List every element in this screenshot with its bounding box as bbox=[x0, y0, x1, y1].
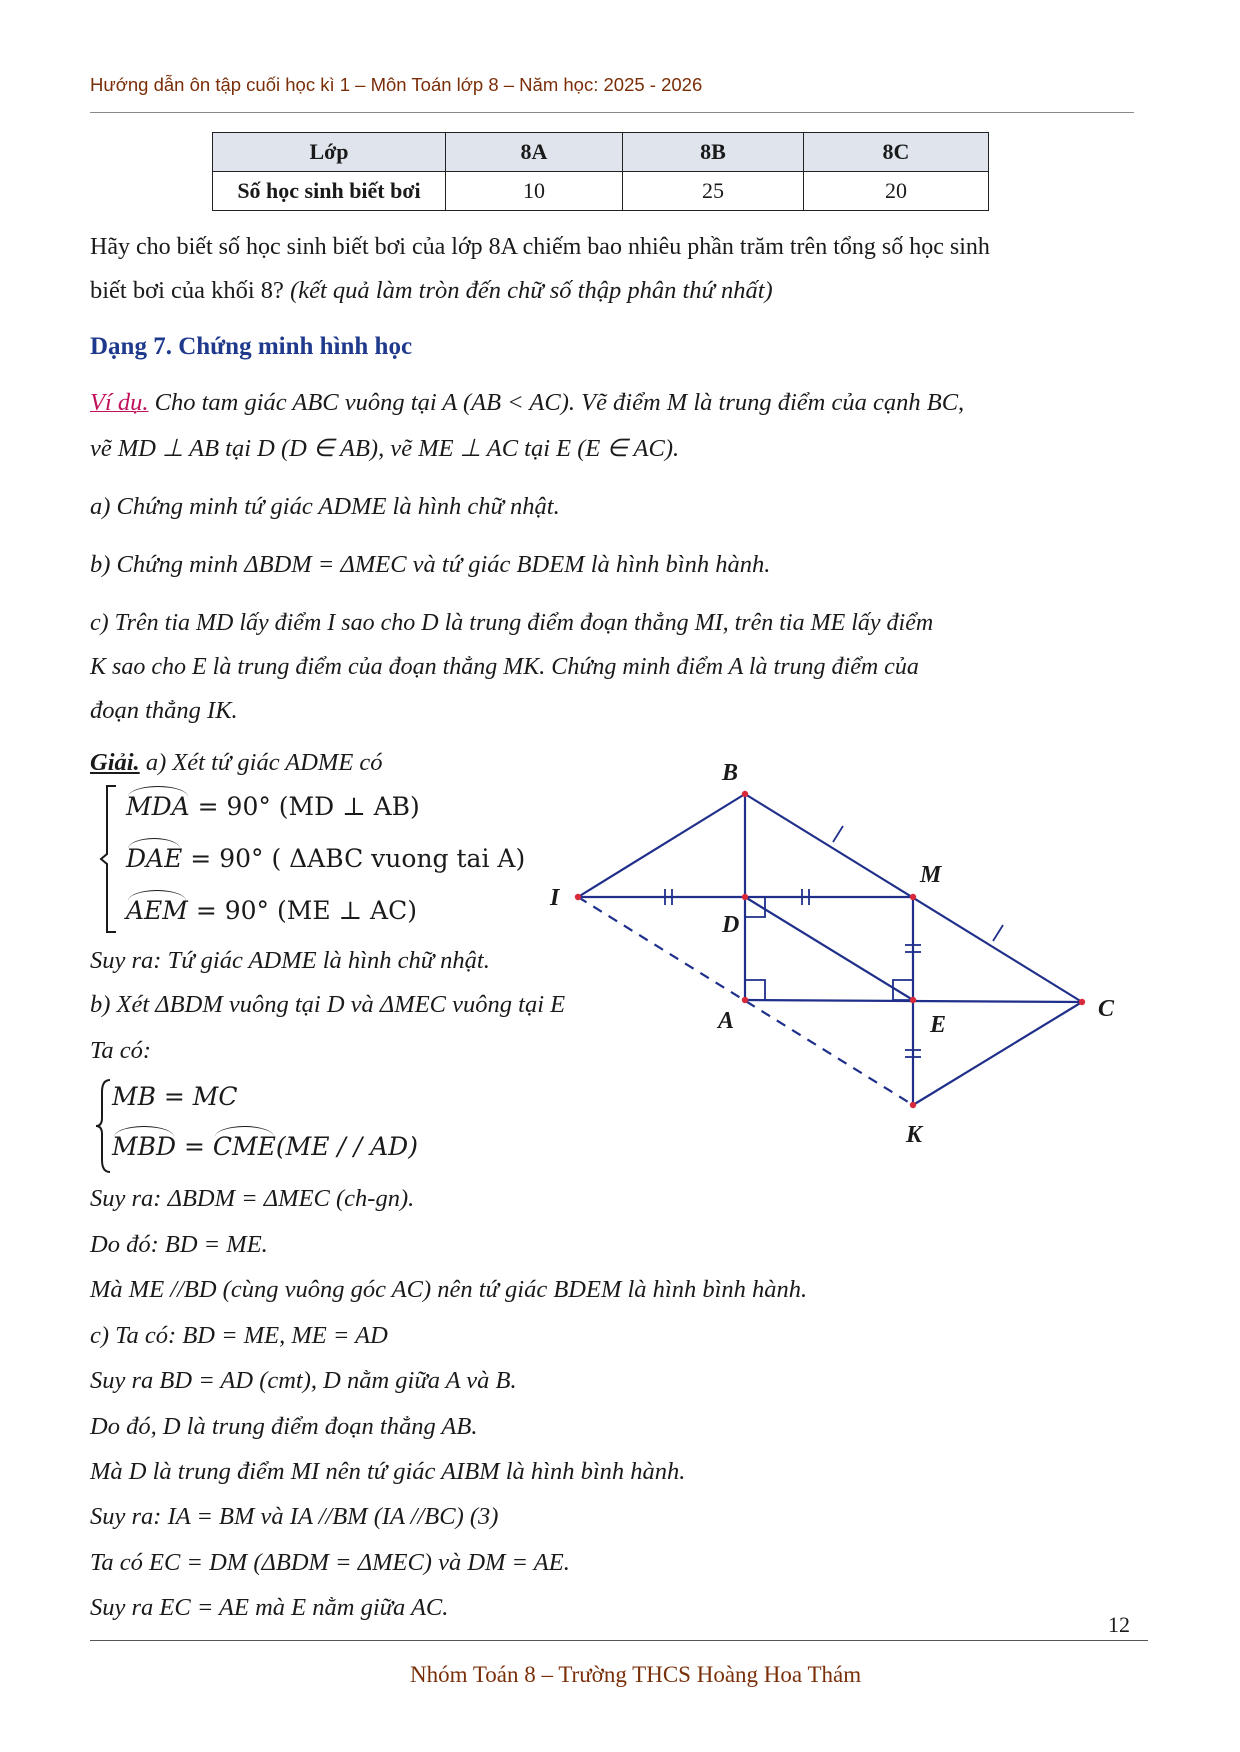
page-header-title: Hướng dẫn ôn tập cuối học kì 1 – Môn Toán lớp 8 – Năm học: 2025 - 2026 bbox=[90, 74, 703, 95]
angle-dae: DAE bbox=[126, 844, 183, 873]
solution-line: Suy ra EC = AE mà E nằm giữa AC. bbox=[90, 1594, 449, 1621]
solution-line: Suy ra: IA = BM và IA //BM (IA //BC) (3) bbox=[90, 1503, 499, 1530]
footer-rule bbox=[90, 1640, 1148, 1641]
segment-bi bbox=[578, 794, 745, 897]
solution-line: Do đó, D là trung điểm đoạn thẳng AB. bbox=[90, 1413, 478, 1440]
solution-b-intro: b) Xét ΔBDM vuông tại D và ΔMEC vuông tại E bbox=[90, 991, 566, 1018]
section-title: Dạng 7. Chứng minh hình học bbox=[90, 333, 413, 360]
label-e: E bbox=[930, 1012, 947, 1038]
example-label: Ví dụ. bbox=[90, 389, 149, 416]
solution-line: c) Ta có: BD = ME, ME = AD bbox=[90, 1322, 388, 1349]
example-part-c-3: đoạn thẳng IK. bbox=[90, 697, 238, 724]
angle-aem: AEM bbox=[126, 896, 188, 925]
system-a-rest: = 90° ( ΔABC vuong tai A) bbox=[182, 844, 526, 873]
angle-cme: CME bbox=[212, 1132, 276, 1161]
question-text: biết bơi của khối 8? bbox=[90, 277, 284, 304]
footer-text: Nhóm Toán 8 – Trường THCS Hoàng Hoa Thám bbox=[410, 1662, 862, 1687]
label-m: M bbox=[920, 862, 942, 888]
table-cell: 25 bbox=[623, 172, 804, 211]
label-a: A bbox=[718, 1008, 735, 1034]
table-cell: 20 bbox=[804, 172, 989, 211]
example-part-b: b) Chứng minh ΔBDM = ΔMEC và tứ giác BDEM là hình bình hành. bbox=[90, 551, 771, 578]
figure-lines bbox=[578, 794, 1082, 1105]
solution-a-intro-text: a) Xét tứ giác ADME có bbox=[145, 749, 383, 776]
label-b: B bbox=[722, 760, 739, 786]
table-header-cell: 8C bbox=[804, 133, 989, 172]
angle-mbd: MBD bbox=[112, 1132, 177, 1161]
system-a-rest: = 90° (MD ⊥ AB) bbox=[189, 792, 420, 821]
question-note: (kết quả làm tròn đến chữ số thập phân thứ nhất) bbox=[290, 277, 773, 304]
example-part-a: a) Chứng minh tứ giác ADME là hình chữ nhật. bbox=[90, 493, 560, 520]
label-c: C bbox=[1098, 996, 1115, 1022]
system-b-rest: (ME / / AD) bbox=[275, 1132, 418, 1161]
example-part-c-2: K sao cho E là trung điểm của đoạn thẳng MK. Chứng minh điểm A là trung điểm của bbox=[90, 654, 919, 680]
solution-label: Giải. bbox=[90, 749, 140, 776]
solution-a-conclusion: Suy ra: Tứ giác ADME là hình chữ nhật. bbox=[90, 947, 490, 974]
table-header-cell: 8A bbox=[446, 133, 623, 172]
question-line-1: Hãy cho biết số học sinh biết bơi của lớp 8A chiếm bao nhiêu phần trăm trên tổng số học sinh bbox=[90, 234, 990, 260]
solution-line: Mà D là trung điểm MI nên tứ giác AIBM là hình bình hành. bbox=[90, 1458, 686, 1485]
solution-line: Suy ra: ΔBDM = ΔMEC (ch-gn). bbox=[90, 1185, 415, 1212]
label-d: D bbox=[722, 912, 740, 938]
solution-b-taco: Ta có: bbox=[90, 1037, 152, 1064]
table-header-cell: Lớp bbox=[213, 133, 446, 172]
example-part-c-1: c) Trên tia MD lấy điểm I sao cho D là trung điểm đoạn thẳng MI, trên tia ME lấy điểm bbox=[90, 610, 934, 636]
system-b-row-1: MB = MC bbox=[112, 1082, 238, 1111]
solution-line: Do đó: BD = ME. bbox=[90, 1231, 268, 1258]
right-angle-a bbox=[745, 980, 765, 1000]
solution-line: Mà ME //BD (cùng vuông góc AC) nên tứ giác BDEM là hình bình hành. bbox=[90, 1276, 808, 1303]
system-b-eq: = bbox=[176, 1132, 213, 1161]
label-k: K bbox=[906, 1122, 923, 1148]
label-i: I bbox=[550, 885, 560, 911]
table-cell: 10 bbox=[446, 172, 623, 211]
equal-ticks bbox=[665, 826, 1003, 1057]
angle-mda: MDA bbox=[126, 792, 190, 821]
solution-line: Ta có EC = DM (ΔBDM = ΔMEC) và DM = AE. bbox=[90, 1549, 570, 1576]
example-line-2: vẽ MD ⊥ AB tại D (D ∈ AB), vẽ ME ⊥ AC tại E (E ∈ AC). bbox=[90, 435, 680, 462]
example-text: Cho tam giác ABC vuông tại A (AB < AC). Vẽ điểm M là trung điểm của cạnh BC, bbox=[154, 389, 965, 416]
segment-de bbox=[745, 897, 913, 1000]
table-header-cell: 8B bbox=[623, 133, 804, 172]
page-number: 12 bbox=[1108, 1612, 1130, 1637]
solution-line: Suy ra BD = AD (cmt), D nằm giữa A và B. bbox=[90, 1367, 517, 1394]
table-row-label: Số học sinh biết bơi bbox=[213, 172, 446, 211]
system-a-rest: = 90° (ME ⊥ AC) bbox=[187, 896, 417, 925]
